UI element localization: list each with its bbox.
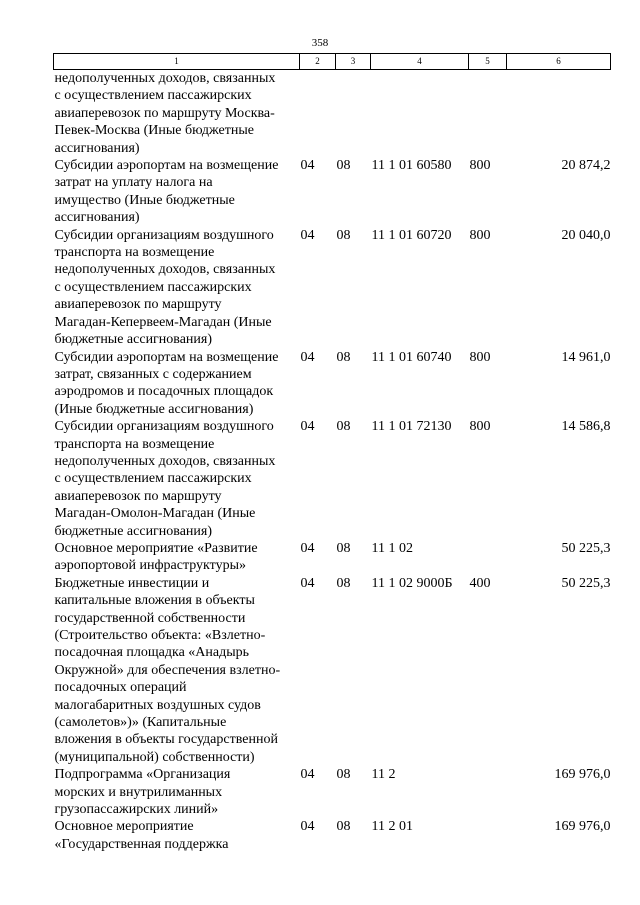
subsection-code: 08 <box>336 158 351 174</box>
section-code: 04 <box>300 227 315 243</box>
expense-type-code: 800 <box>469 349 491 365</box>
description-line: посадочных операций <box>54 680 187 696</box>
column-header-4: 4 <box>371 54 469 70</box>
row-description <box>54 818 300 853</box>
description-line: с осуществлением пассажирских <box>54 279 252 295</box>
target-article-code: 11 1 02 9000Б <box>371 575 453 591</box>
section-code: 04 <box>300 349 315 365</box>
page-number: 358 <box>311 37 329 49</box>
table-body <box>54 70 611 854</box>
description-line: аэропортовой инфраструктуры» <box>54 558 247 574</box>
description-line: Субсидии аэропортам на возмещение <box>54 158 279 174</box>
description-line: государственной собственности <box>54 610 246 626</box>
description-line: ассигнования) <box>54 140 140 156</box>
amount: 169 976,0 <box>554 767 611 783</box>
description-line: бюджетные ассигнования) <box>54 332 213 348</box>
expense-type-code <box>469 70 507 158</box>
amount: 20 874,2 <box>561 158 611 174</box>
subsection-code: 08 <box>336 540 351 556</box>
description-line: (муниципальной) собственности) <box>54 749 255 765</box>
amount: 50 225,3 <box>561 540 611 556</box>
column-header-1: 1 <box>54 54 300 70</box>
expense-type-code: 800 <box>469 419 491 435</box>
table-row <box>54 818 611 853</box>
description-line: Субсидии организациям воздушного <box>54 227 274 243</box>
subsection-code: 08 <box>336 349 351 365</box>
description-line: недополученных доходов, связанных <box>54 262 276 278</box>
amount: 50 225,3 <box>561 575 611 591</box>
table-row <box>54 575 611 766</box>
target-article-code: 11 2 <box>371 767 396 783</box>
description-line: Основное мероприятие <box>54 819 194 835</box>
row-description <box>54 70 300 158</box>
description-line: транспорта на возмещение <box>54 245 215 261</box>
description-line: Субсидии аэропортам на возмещение <box>54 349 279 365</box>
row-description <box>54 540 300 575</box>
row-description <box>54 227 300 349</box>
amount: 14 586,8 <box>561 419 611 435</box>
description-line: имущество (Иные бюджетные <box>54 192 235 208</box>
table-row <box>54 418 611 540</box>
amount: 14 961,0 <box>561 349 611 365</box>
description-line: Основное мероприятие «Развитие <box>54 540 258 556</box>
amount <box>507 70 611 158</box>
description-line: Бюджетные инвестиции и <box>54 575 210 591</box>
column-header-5: 5 <box>469 54 507 70</box>
description-line: грузопассажирских линий» <box>54 802 219 818</box>
target-article-code: 11 1 01 60740 <box>371 349 452 365</box>
row-description <box>54 575 300 766</box>
expense-type-code <box>469 766 507 818</box>
section-code: 04 <box>300 419 315 435</box>
description-line: с осуществлением пассажирских <box>54 88 252 104</box>
description-line: (Иные бюджетные ассигнования) <box>54 401 254 417</box>
section-code <box>300 70 336 158</box>
row-description <box>54 418 300 540</box>
description-line: (самолетов»)» (Капитальные <box>54 715 227 731</box>
subsection-code: 08 <box>336 767 351 783</box>
target-article-code: 11 1 02 <box>371 540 413 556</box>
section-code: 04 <box>300 767 315 783</box>
table-row <box>54 227 611 349</box>
amount: 20 040,0 <box>561 227 611 243</box>
table-row <box>54 349 611 419</box>
description-line: Подпрограмма «Организация <box>54 767 231 783</box>
column-header-3: 3 <box>336 54 371 70</box>
description-line: Магадан-Кепервеем-Магадан (Иные <box>54 314 272 330</box>
amount: 169 976,0 <box>554 819 611 835</box>
description-line: с осуществлением пассажирских <box>54 471 252 487</box>
description-line: авиаперевозок по маршруту <box>54 297 222 313</box>
target-article-code <box>371 70 469 158</box>
row-description <box>54 766 300 818</box>
target-article-code: 11 1 01 72130 <box>371 419 452 435</box>
expense-type-code: 800 <box>469 158 491 174</box>
table-row <box>54 766 611 818</box>
description-line: бюджетные ассигнования) <box>54 523 213 539</box>
description-line: Магадан-Омолон-Магадан (Иные <box>54 506 256 522</box>
section-code: 04 <box>300 540 315 556</box>
description-line: затрат на уплату налога на <box>54 175 213 191</box>
subsection-code: 08 <box>336 419 351 435</box>
description-line: Окружной» для обеспечения взлетно- <box>54 662 281 678</box>
subsection-code: 08 <box>336 819 351 835</box>
row-description <box>54 157 300 227</box>
expense-type-code: 400 <box>469 575 491 591</box>
description-line: затрат, связанных с содержанием <box>54 366 252 382</box>
description-line: капитальные вложения в объекты <box>54 593 255 609</box>
table-row <box>54 540 611 575</box>
budget-table <box>53 53 611 853</box>
expense-type-code <box>469 540 507 575</box>
description-line: посадочная площадка «Анадырь <box>54 645 250 661</box>
table-row <box>54 70 611 158</box>
description-line: вложения в объекты государственной <box>54 732 278 748</box>
description-line: авиаперевозок по маршруту <box>54 488 222 504</box>
target-article-code: 11 2 01 <box>371 819 413 835</box>
description-line: транспорта на возмещение <box>54 436 215 452</box>
description-line: морских и внутрилиманных <box>54 784 223 800</box>
section-code: 04 <box>300 158 315 174</box>
description-line: ассигнования) <box>54 210 140 226</box>
column-header-2: 2 <box>300 54 336 70</box>
column-header-6: 6 <box>507 54 611 70</box>
description-line: авиаперевозок по маршруту Москва- <box>54 105 275 121</box>
expense-type-code <box>469 818 507 853</box>
description-line: Субсидии организациям воздушного <box>54 419 274 435</box>
description-line: недополученных доходов, связанных <box>54 71 276 86</box>
target-article-code: 11 1 01 60720 <box>371 227 452 243</box>
section-code: 04 <box>300 819 315 835</box>
description-line: малогабаритных воздушных судов <box>54 697 261 713</box>
description-line: «Государственная поддержка <box>54 836 229 852</box>
description-line: (Строительство объекта: «Взлетно- <box>54 628 266 643</box>
subsection-code: 08 <box>336 575 351 591</box>
section-code: 04 <box>300 575 315 591</box>
description-line: аэродромов и посадочных площадок <box>54 384 274 400</box>
subsection-code <box>336 70 371 158</box>
expense-type-code: 800 <box>469 227 491 243</box>
description-line: недополученных доходов, связанных <box>54 453 276 469</box>
description-line: Певек-Москва (Иные бюджетные <box>54 123 254 139</box>
subsection-code: 08 <box>336 227 351 243</box>
column-number-row <box>54 54 611 70</box>
table-row <box>54 157 611 227</box>
row-description <box>54 349 300 419</box>
target-article-code: 11 1 01 60580 <box>371 158 452 174</box>
